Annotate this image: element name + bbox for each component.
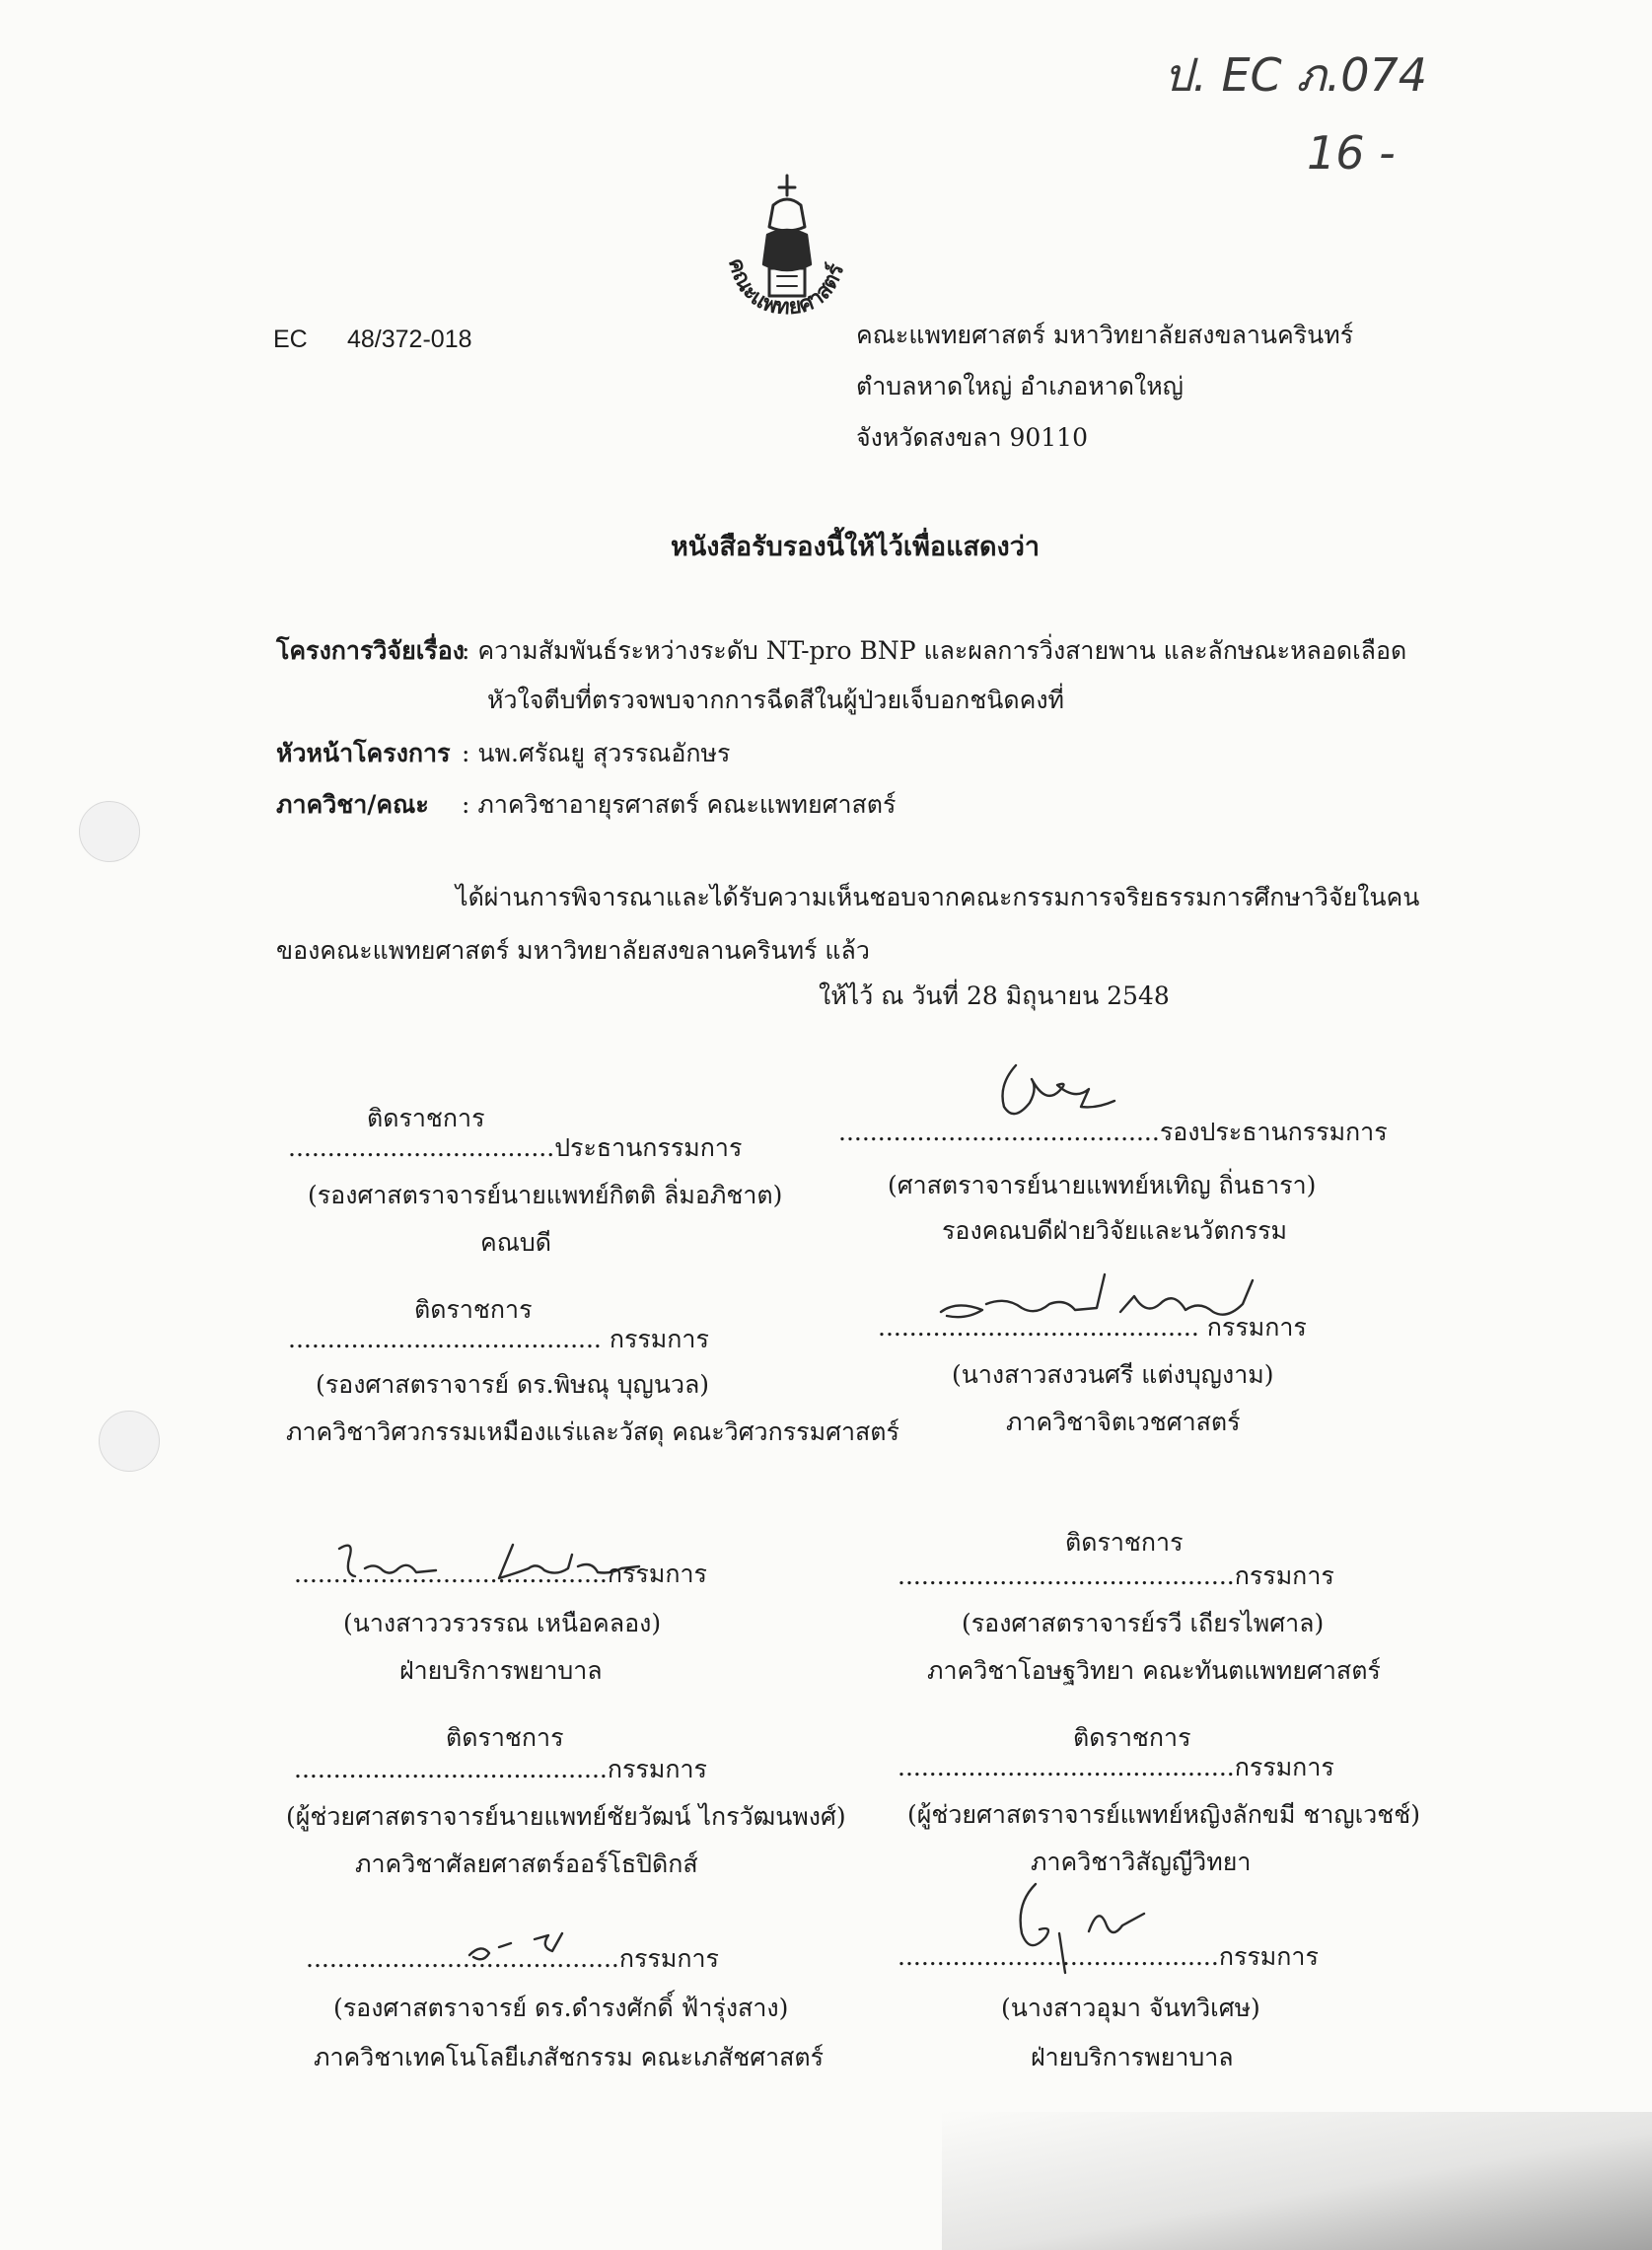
address-line2: ตำบลหาดใหญ่ อำเภอหาดใหญ่ (856, 372, 1184, 400)
signatory-3-name: (รองศาสตราจารย์ ดร.พิษณุ บุญนวล) (316, 1370, 710, 1399)
project-value-line2: หัวใจตีบที่ตรวจพบจากการฉีดสีในผู้ป่วยเจ็บอกชนิดคงที่ (487, 686, 1065, 714)
project-value-line1: : ความสัมพันธ์ระหว่างระดับ NT-pro BNP และผลการวิ่งสายพาน และลักษณะหลอดเลือด (462, 636, 1407, 665)
handwritten-note-line1: ป. EC ภ.074 (1164, 48, 1427, 102)
signatory-4-title: ภาควิชาจิตเวชศาสตร์ (1006, 1408, 1241, 1436)
logo-emblem-text: คณะแพทยศาสตร์ (723, 254, 850, 321)
certificate-title: หนังสือรับรองนี้ให้ไว้เพื่อแสดงว่า (671, 532, 1041, 562)
university-logo (708, 166, 856, 333)
signatory-6-title: ภาควิชาโอษฐวิทยา คณะทันตแพทยศาสตร์ (927, 1656, 1381, 1685)
punch-hole-bottom (99, 1411, 160, 1472)
handwritten-note-line2: 16 - (1307, 126, 1396, 180)
signatory-5-title: ฝ่ายบริการพยาบาล (399, 1656, 603, 1685)
signatory-3-status: ติดราชการ (414, 1295, 533, 1324)
punch-hole-top (79, 801, 140, 862)
leader-value: : นพ.ศรัณยู สุวรรณอักษร (462, 739, 731, 767)
department-label: ภาควิชา/คณะ (276, 790, 429, 819)
signatory-1-name: (รองศาสตราจารย์นายแพทย์กิตติ ลิ่มอภิชาต) (308, 1181, 783, 1209)
signatory-7-status: ติดราชการ (446, 1723, 564, 1752)
signatory-8-line: ...........................................กรรมการ (898, 1753, 1334, 1781)
signatory-1-line: ..................................ประธานกรรมการ (288, 1133, 743, 1162)
signatory-5-name: (นางสาววรวรรณ เหนือคลอง) (343, 1609, 662, 1637)
signatory-3-line: ........................................ กรรมการ (288, 1325, 709, 1353)
signatory-2-title: รองคณบดีฝ่ายวิจัยและนวัตกรรม (942, 1216, 1288, 1245)
signatory-6-name: (รองศาสตราจารย์รวี เถียรไพศาล) (962, 1609, 1325, 1637)
signatory-1-title: คณบดี (480, 1228, 552, 1257)
signatory-1-status: ติดราชการ (367, 1104, 485, 1132)
address-line3: จังหวัดสงขลา 90110 (856, 423, 1088, 452)
signatory-10-line: .........................................กรรมการ (898, 1942, 1319, 1971)
signatory-6-line: ...........................................กรรมการ (898, 1561, 1334, 1590)
reference-number: 48/372-018 (347, 326, 472, 353)
signatory-8-name: (ผู้ช่วยศาสตราจารย์แพทย์หญิงลักขมี ชาญเวชช์) (907, 1800, 1420, 1829)
signatory-9-line: ........................................กรรมการ (306, 1944, 719, 1973)
signatory-5-line: ........................................กรรมการ (294, 1560, 707, 1588)
address-line1: คณะแพทยศาสตร์ มหาวิทยาลัยสงขลานครินทร์ (856, 321, 1354, 349)
project-label: โครงการวิจัยเรื่อง (276, 636, 465, 665)
signatory-8-title: ภาควิชาวิสัญญีวิทยา (1031, 1848, 1252, 1876)
issue-date: ให้ไว้ ณ วันที่ 28 มิถุนายน 2548 (819, 981, 1170, 1010)
body-line1: ได้ผ่านการพิจารณาและได้รับความเห็นชอบจากคณะกรรมการจริยธรรมการศึกษาวิจัยในคน (456, 883, 1420, 911)
leader-label: หัวหน้าโครงการ (276, 739, 451, 767)
signatory-2-name: (ศาสตราจารย์นายแพทย์หเทิญ ถิ่นธารา) (888, 1171, 1317, 1199)
department-value: : ภาควิชาอายุรศาสตร์ คณะแพทยศาสตร์ (462, 790, 897, 819)
signatory-7-line: ........................................กรรมการ (294, 1755, 707, 1783)
signatory-2-line: .........................................รองประธานกรรมการ (838, 1118, 1388, 1146)
signatory-6-status: ติดราชการ (1065, 1528, 1184, 1557)
body-line2: ของคณะแพทยศาสตร์ มหาวิทยาลัยสงขลานครินทร์ แล้ว (276, 936, 870, 965)
signatory-9-title: ภาควิชาเทคโนโลยีเภสัชกรรม คณะเภสัชศาสตร์ (314, 2043, 825, 2071)
signatory-8-status: ติดราชการ (1073, 1723, 1191, 1752)
signatory-9-name: (รองศาสตราจารย์ ดร.ดำรงศักดิ์ ฟ้ารุ่งสาง) (333, 1994, 789, 2022)
scan-shadow (942, 2112, 1652, 2250)
signatory-4-line: ......................................... กรรมการ (878, 1313, 1307, 1342)
reference-prefix: EC (273, 326, 308, 353)
signatory-7-title: ภาควิชาศัลยศาสตร์ออร์โธปิดิกส์ (355, 1850, 698, 1878)
signatory-3-title: ภาควิชาวิศวกรรมเหมืองแร่และวัสดุ คณะวิศวกรรมศาสตร์ (286, 1417, 899, 1446)
signatory-4-name: (นางสาวสงวนศรี แต่งบุญงาม) (952, 1360, 1274, 1389)
signatory-10-name: (นางสาวอุมา จันทวิเศษ) (1001, 1994, 1260, 2022)
signatory-7-name: (ผู้ช่วยศาสตราจารย์นายแพทย์ชัยวัฒน์ ไกรวัฒนพงศ์) (286, 1802, 846, 1831)
signatory-10-title: ฝ่ายบริการพยาบาล (1031, 2043, 1234, 2071)
